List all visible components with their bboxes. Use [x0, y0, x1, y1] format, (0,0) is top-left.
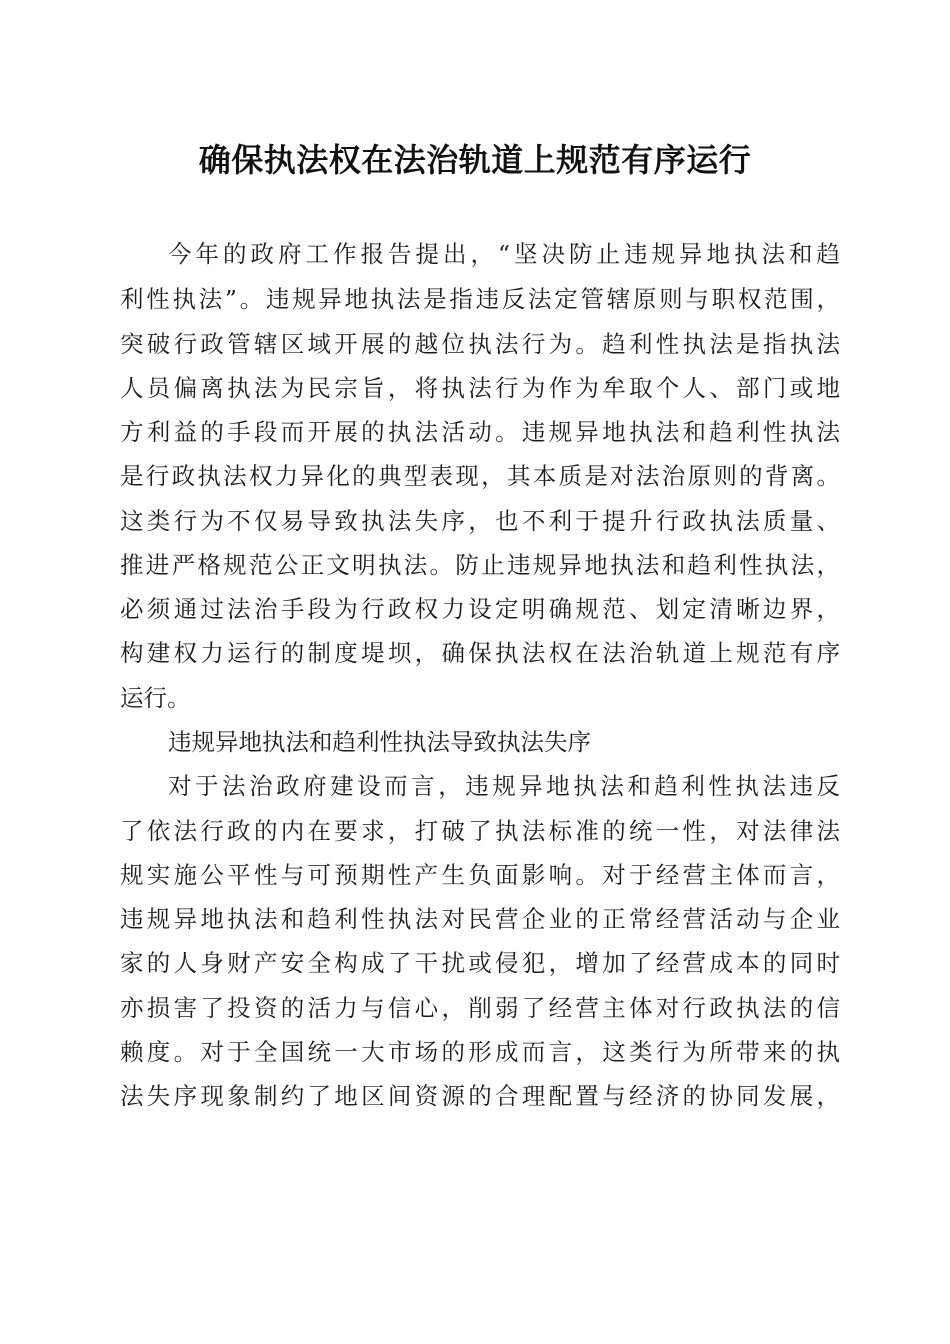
paragraph-1-line-11: 运行。	[120, 684, 191, 712]
paragraph-2-line-5: 家的人身财产安全构成了干扰或侵犯，增加了经营成本的同时	[120, 949, 840, 977]
document-title: 确保执法权在法治轨道上规范有序运行	[198, 141, 752, 179]
paragraph-1-line-9: 必须通过法治手段为行政权力设定明确规范、划定清晰边界，	[120, 595, 840, 623]
paragraph-2-line-4: 违规异地执法和趋利性执法对民营企业的正常经营活动与企业	[120, 905, 840, 933]
section-heading: 违规异地执法和趋利性执法导致执法失序	[168, 728, 591, 756]
paragraph-2-line-7: 赖度。对于全国统一大市场的形成而言，这类行为所带来的执	[120, 1038, 840, 1066]
paragraph-1-line-5: 方利益的手段而开展的执法活动。违规异地执法和趋利性执法	[120, 418, 840, 446]
paragraph-1-line-6: 是行政执法权力异化的典型表现，其本质是对法治原则的背离。	[120, 462, 840, 490]
paragraph-1-line-7: 这类行为不仅易导致执法失序，也不利于提升行政执法质量、	[120, 507, 840, 535]
paragraph-1-line-1: 今年的政府工作报告提出，“坚决防止违规异地执法和趋	[168, 240, 840, 268]
paragraph-1-line-8: 推进严格规范公正文明执法。防止违规异地执法和趋利性执法，	[120, 551, 840, 579]
paragraph-2-line-1: 对于法治政府建设而言，违规异地执法和趋利性执法违反	[168, 772, 840, 800]
paragraph-2-line-8: 法失序现象制约了地区间资源的合理配置与经济的协同发展，	[120, 1082, 840, 1110]
paragraph-1-line-4: 人员偏离执法为民宗旨，将执法行为作为牟取个人、部门或地	[120, 374, 840, 402]
paragraph-1-line-3: 突破行政管辖区域开展的越位执法行为。趋利性执法是指执法	[120, 330, 840, 358]
paragraph-1-line-10: 构建权力运行的制度堤坝，确保执法权在法治轨道上规范有序	[120, 639, 840, 667]
paragraph-2-line-2: 了依法行政的内在要求，打破了执法标准的统一性，对法律法	[120, 817, 840, 845]
paragraph-1-line-2: 利性执法”。违规异地执法是指违反法定管辖原则与职权范围，	[120, 285, 840, 313]
paragraph-2-line-3: 规实施公平性与可预期性产生负面影响。对于经营主体而言，	[120, 861, 840, 889]
paragraph-2-line-6: 亦损害了投资的活力与信心，削弱了经营主体对行政执法的信	[120, 994, 840, 1022]
